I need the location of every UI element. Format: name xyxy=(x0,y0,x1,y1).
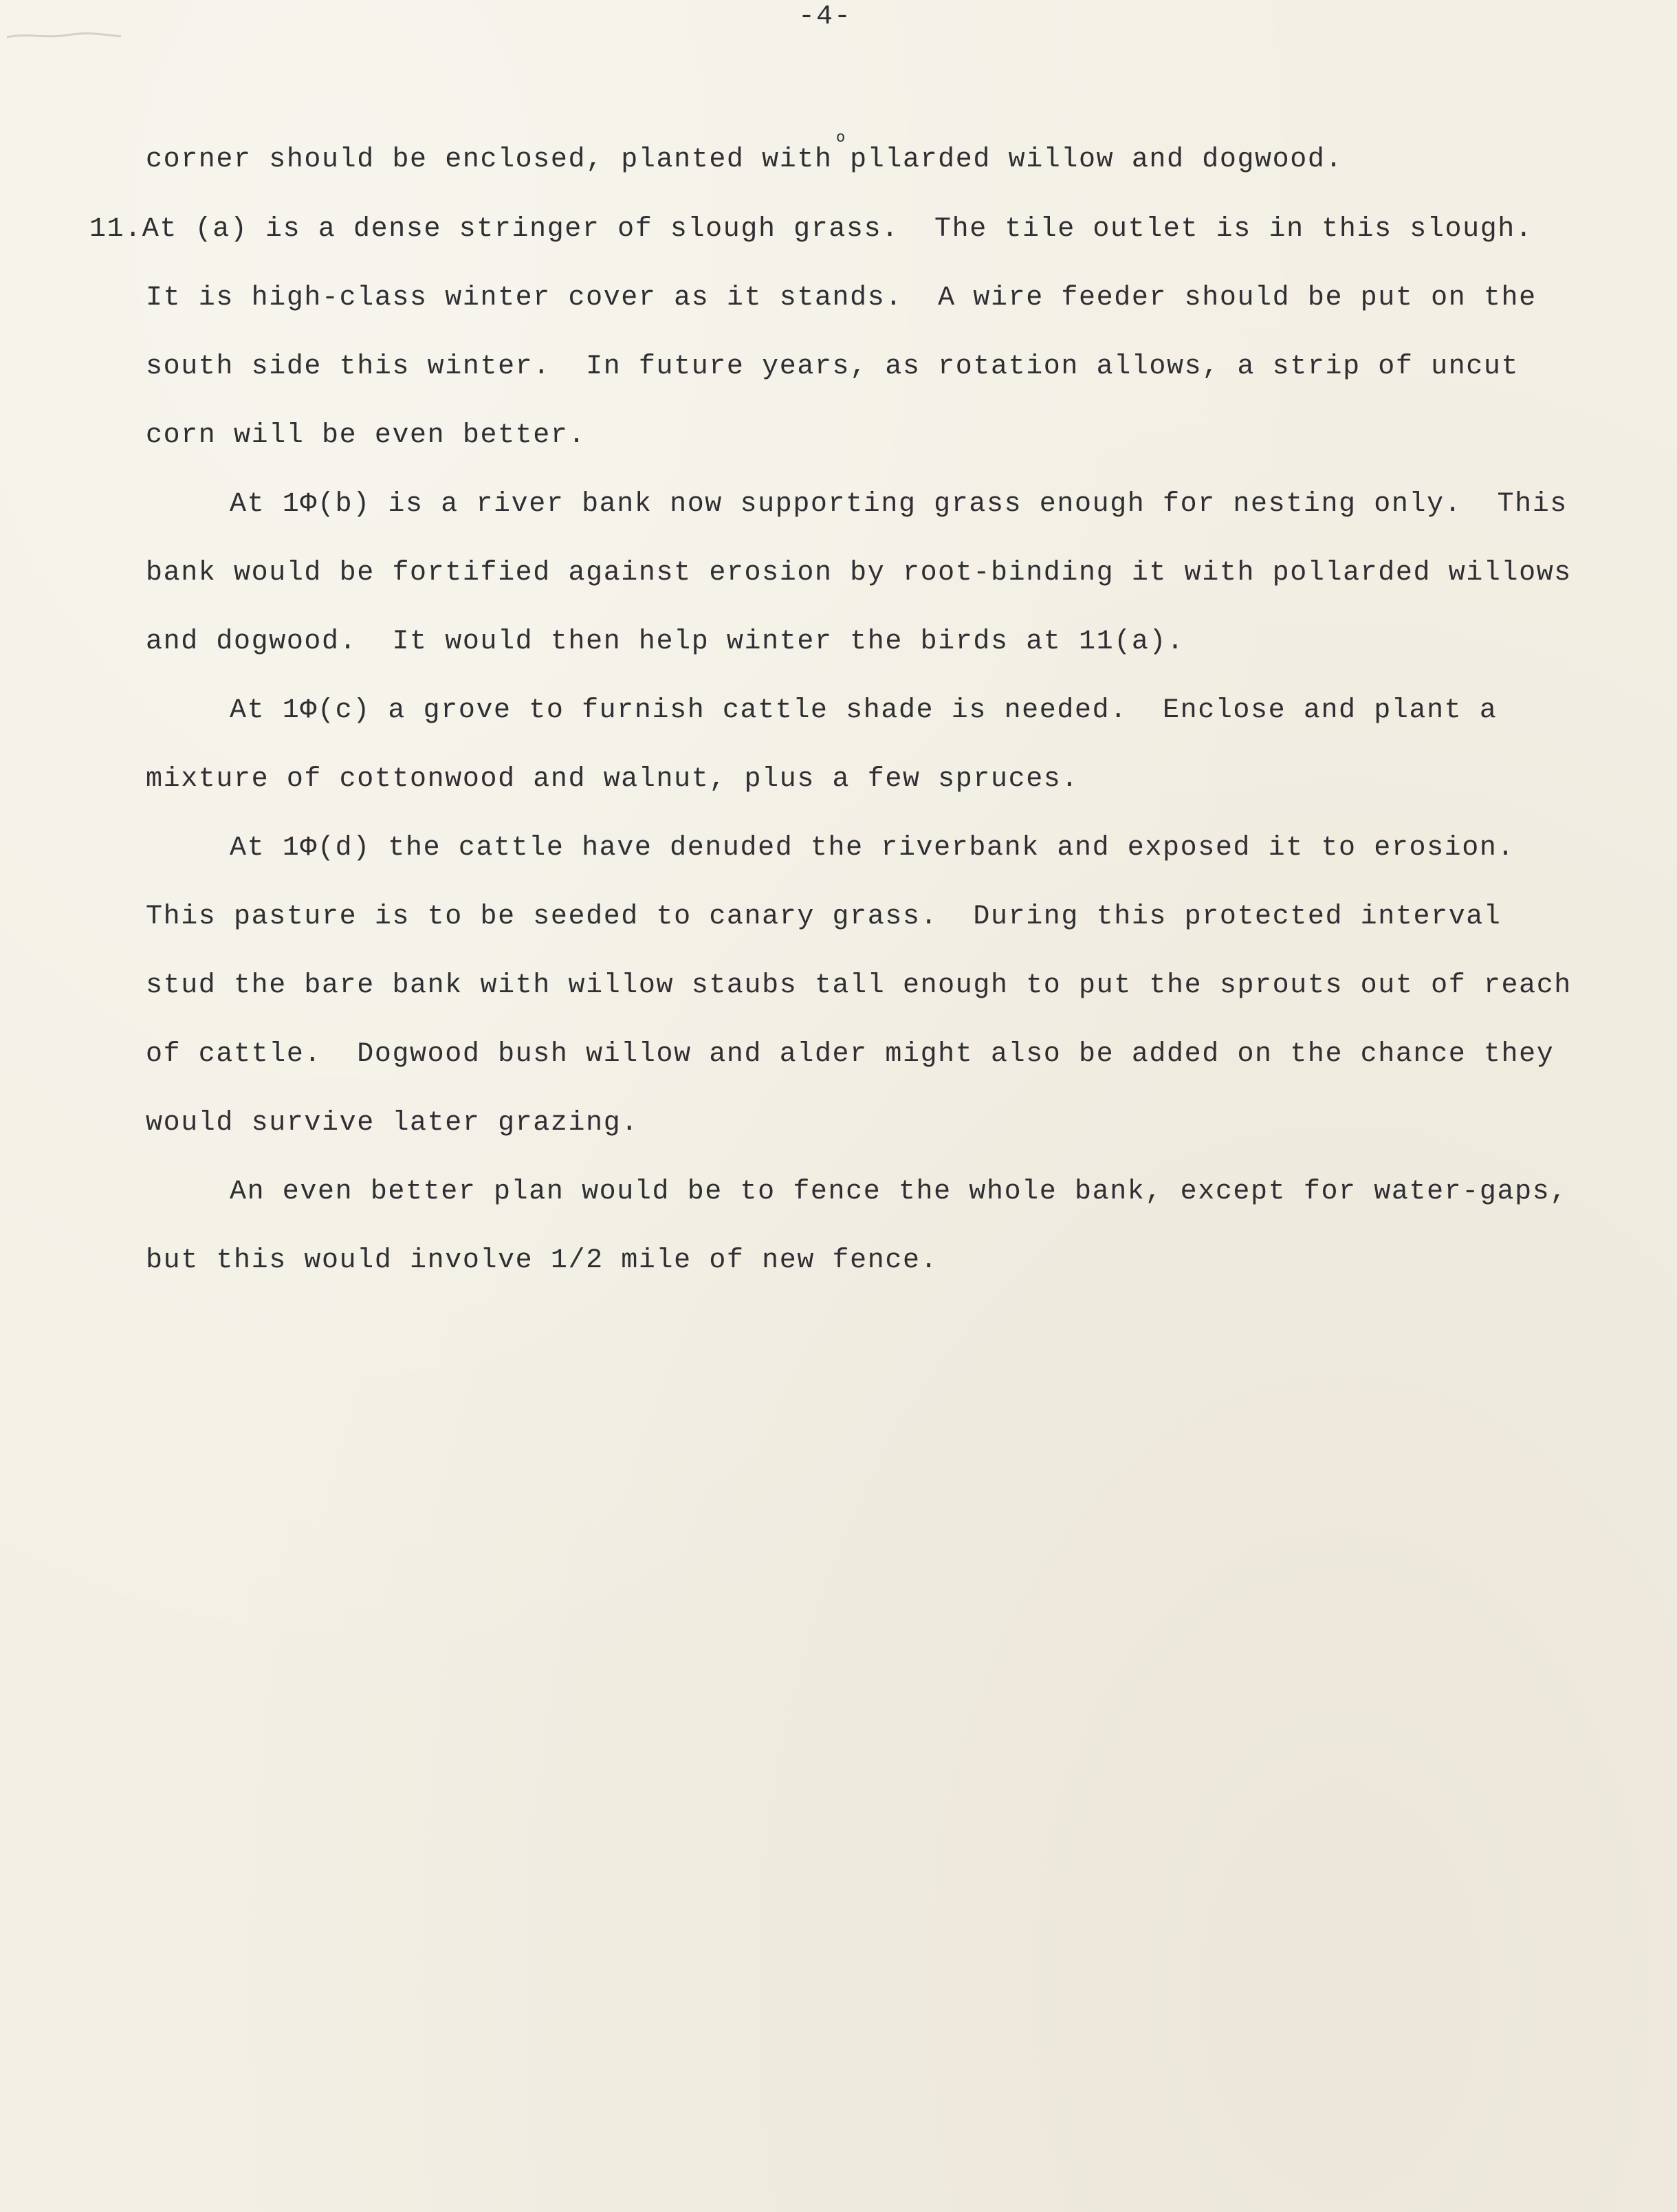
overstrike-mark: o xyxy=(836,129,846,146)
text-line: but this would involve 1/2 mile of new fence. xyxy=(146,1245,939,1276)
paper-smudge xyxy=(6,29,122,43)
text-line: bank would be fortified against erosion by root-binding it with pollarded willows xyxy=(146,558,1572,589)
text-line: corn will be even better. xyxy=(146,420,587,451)
text-line: of cattle. Dogwood bush willow and alder might also be added on the chance they xyxy=(146,1039,1555,1070)
text-line: corner should be enclosed, planted with pllarded willow and dogwood. xyxy=(146,144,1344,175)
text-line: mixture of cottonwood and walnut, plus a few spruces. xyxy=(146,764,1079,795)
text-line: south side this winter. In future years, as rotation allows, a strip of uncut xyxy=(146,351,1520,382)
text-line: At 1Φ(b) is a river bank now supporting grass enough for nesting only. This xyxy=(230,489,1568,520)
text-line: and dogwood. It would then help winter the birds at 11(a). xyxy=(146,626,1185,657)
text-line: would survive later grazing. xyxy=(146,1108,639,1139)
text-line: An even better plan would be to fence the whole bank, except for water-gaps, xyxy=(230,1176,1568,1207)
text-line: This pasture is to be seeded to canary grass. During this protected interval xyxy=(146,901,1502,932)
text-line: At 1Φ(d) the cattle have denuded the riverbank and exposed it to erosion. xyxy=(230,833,1515,864)
text-line: 11.At (a) is a dense stringer of slough grass. The tile outlet is in this slough. xyxy=(89,214,1533,245)
text-line: stud the bare bank with willow staubs tall enough to put the sprouts out of reach xyxy=(146,970,1572,1001)
text-line: At 1Φ(c) a grove to furnish cattle shade is needed. Enclose and plant a xyxy=(230,695,1498,726)
text-line: It is high-class winter cover as it stands. A wire feeder should be put on the xyxy=(146,283,1537,314)
page-number: -4- xyxy=(798,1,852,32)
